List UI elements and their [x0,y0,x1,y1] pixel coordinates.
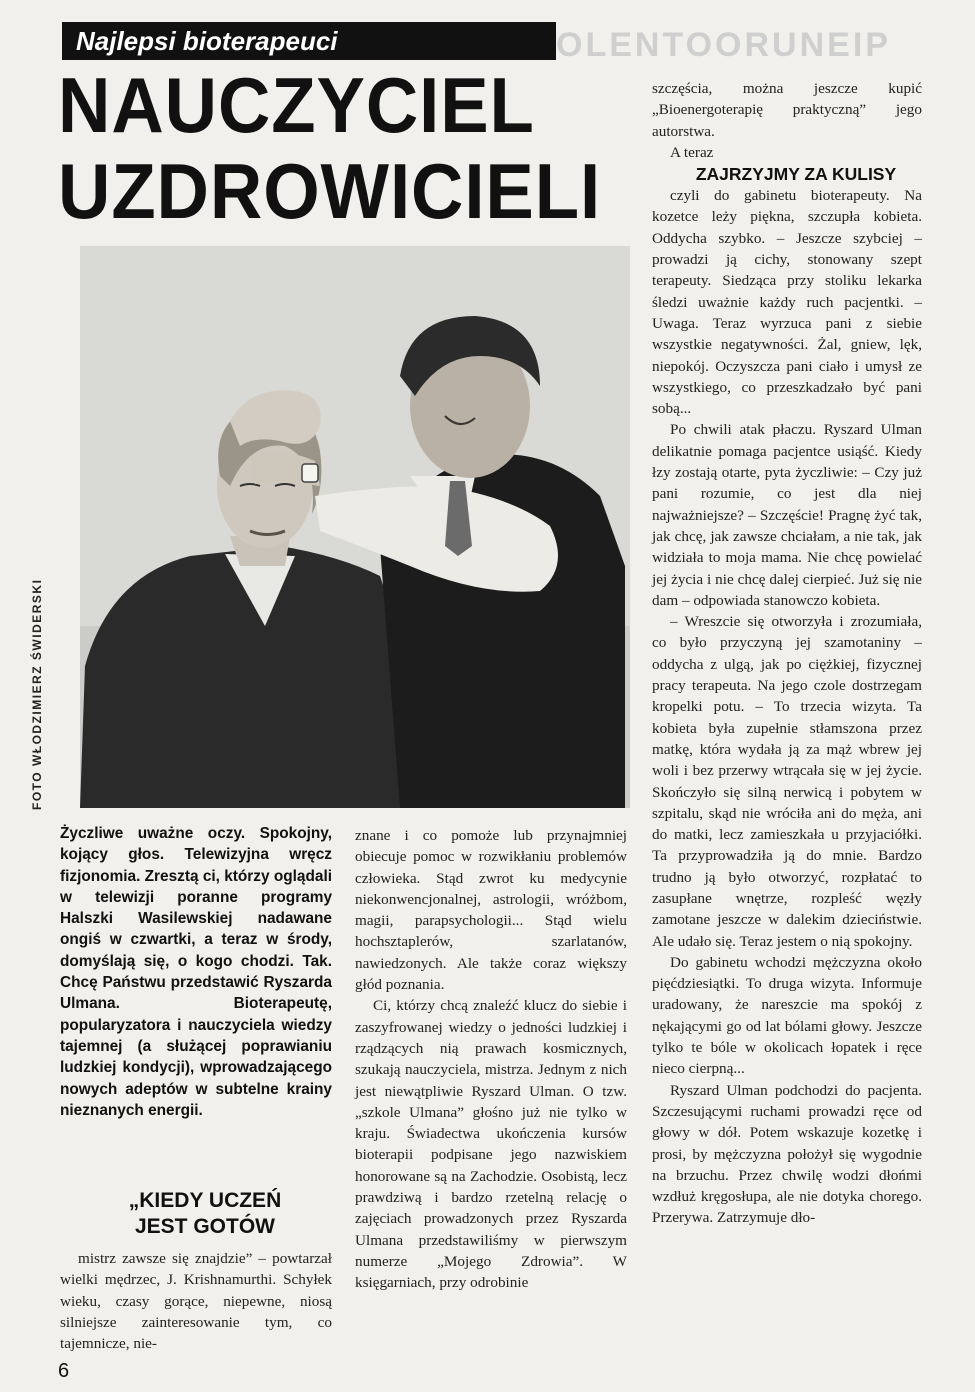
col2-paragraph-2: Ci, którzy chcą znaleźć klucz do siebie i zaszyfrowanej wiedzy o jedności ludzkiej i rządzących nią prawach kosmicznych, szukają nauczyciela, mistrza. Jednym z nich jest niewątpliwie Ryszard Ulman. O tzw. „szkole Ulmana” głośno już nie tylko w kraju. Świadectwa ukończenia kursów bioterapii podpisane jego nazwiskiem honorowane są na Zachodzie. Osobistą, lecz prawdziwą i bardzo rzetelną relację o zajęciach prowadzonych przez Ryszarda Ulmana przedstawiliśmy w pierwszym numerze „Mojego Zdrowia”. W księgarniach, przy odrobinie [355,997,627,1292]
subhead-jest-gotow: JEST GOTÓW [134,1215,275,1238]
lead-paragraph [60,823,332,1121]
col2-paragraph-1: znane i co pomoże lub przynajmniej obiecuje pomoc w rozwikłaniu problemów człowieka. Stąd zwrot ku medycynie niekonwencjonalnej, astrologii, wróżbom, magii, parapsychologii... Stąd wielu hochsztaplerów, szarlatanów, nawiedzonych. Ale także coraz większy głód poznania. [355,827,627,994]
subhead-kiedy-uczen: „KIEDY UCZEŃ [128,1189,282,1212]
col3-paragraph-1: czyli do gabinetu bioterapeuty. Na kozetce leży piękna, szczupła kobieta. Oddycha szybko. – Jeszcze szybciej – prowadzi ją cichy, stonowany szept terapeuty. Siedząca przy stoliku lekarka śledzi uważnie każdy ruch pacjentki. – Uwaga. Teraz wyrzuca pani z siebie wszystkie negatywności. Żal, gniew, lęk, niepokój. Oczyszcza pani ciało i umysł ze wszystkiego, co przeszkadzało być pani sobą... [652,187,922,418]
section-kicker: Najlepsi bioterapeuci [62,22,556,60]
title-line-1: NAUCZYCIEL [58,61,535,149]
page-number: 6 [58,1360,70,1382]
article-photo [80,246,630,808]
column-3 [652,78,922,1229]
lead-text: Życzliwe uważne oczy. Spokojny, kojący głos. Telewizyjna wręcz fizjonomia. Zresztą ci, którzy oglądali w telewizji poranne programy Halszki Wasilewskiej nadawane ongiś w czwartki, a teraz w środy, domyślają się, o kogo chodzi. Tak. Chcę Państwu przedstawić Ryszarda Ulmana. Bioterapeutę, popularyzatora i nauczyciela wiedzy tajemnej (a służącej poprawianiu ludzkiej kondycji), wprowadzającego nowych adeptów w subtelne krainy nieznanych energii. [60,825,332,1119]
column-1-lower [60,1188,332,1354]
photo-credit [30,510,50,810]
col3-a-teraz: A teraz [670,143,714,161]
col1-body: mistrz zawsze się znajdzie” – powtarzał wielki mędrzec, J. Krishnamurthi. Schyłek wieku, czasy gorące, niepewne, niosą silniejsze zainteresowanie tym, co tajemnicze, nie- [60,1250,332,1353]
col3-paragraph-0: szczęścia, można jeszcze kupić „Bioenergoterapię praktyczną” jego autorstwa. [652,80,922,140]
col3-paragraph-2: Po chwili atak płaczu. Ryszard Ulman delikatnie pomaga pacjentce usiąść. Kiedy łzy zostają otarte, pyta życzliwie: – Czy już pani rozumie, co jest dla niej najważniejsze? – Szczęście! Pragnę żyć tak, jak chcę, jak zawsze chciałam, a nie tak, jak widziała to moja mama. Nie chcę powielać jej życia i nie chcę dalej cierpieć. Już się nie dam – odpowiada stanowczo kobieta. [652,421,922,609]
article-title [58,61,602,235]
subhead-zajrzyjmy: ZAJRZYJMY ZA KULISY [695,164,897,185]
photo-illustration [80,246,630,808]
column-2 [355,825,627,1294]
bleed-through-text: OLENTOORUNEIP [556,26,891,64]
col3-paragraph-3: – Wreszcie się otworzyła i zrozumiała, co było przyczyną jej szamotaniny – oddycha z ulgą, jak po ciężkiej, fizycznej pracy terapeuta. Na jego czole dostrzegam kropelki potu. – To trzecia wizyta. Ta kobieta była zupełnie stłamszona przez matkę, która wydała ją za mąż wbrew jej woli i bez przerwy wtrącała się w jej życie. Skończyło się silną nerwicą i pobytem w szpitalu, skąd nie wróciła ani do męża, ani do matki, lecz zamieszkała u przyjaciółki. Ta przyprowadziła ją do mnie. Bardzo trudno ją było otworzyć, rozpłatać to zasupłane wnętrze, rozpleść węzły zamotane jeszcze w dalekim dzieciństwie. Ale udało się. Teraz jestem o nią spokojny. [652,613,922,950]
col3-paragraph-5: Ryszard Ulman podchodzi do pacjenta. Szczesującymi ruchami prowadzi ręce od głowy w dół. Potem wskazuje kozetkę i prosi, by mężczyzna położył się wygodnie na brzuchu. Przez chwilę wodzi dłońmi wzdłuż kręgosłupa, ale nie dotyka chorego. Przerywa. Zatrzymuje dło- [652,1081,922,1227]
title-line-2: UZDROWICIELI [58,147,602,235]
photo-credit-text: FOTO WŁODZIMIERZ ŚWIDERSKI [30,578,44,810]
col3-paragraph-4: Do gabinetu wchodzi mężczyzna około pięćdziesiątki. To druga wizyta. Informuje uradowany, że nareszcie ma spokój z nękającymi go od lat bólami głowy. Jeszcze tylko te bóle w okolicach łopatek i ręce nieco cierpną... [652,953,922,1078]
